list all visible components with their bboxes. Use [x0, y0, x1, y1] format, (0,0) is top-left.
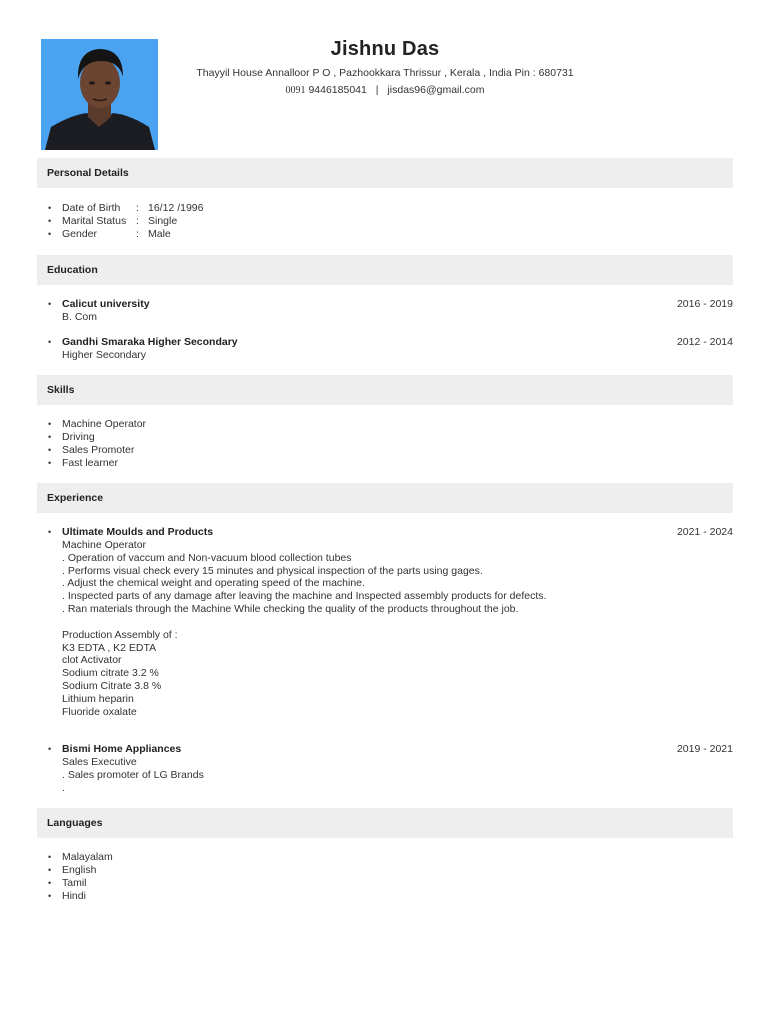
candidate-name: Jishnu Das	[330, 38, 440, 60]
duty-line: . Inspected parts of any damage after leaving the machine and Inspected assembly products for defects.	[62, 590, 547, 603]
education-entry: • Calicut university B. Com 2016 - 2019	[48, 298, 733, 323]
skill-item: • Fast learner	[48, 457, 146, 470]
job-role: Machine Operator	[62, 539, 147, 551]
skill-item: • Machine Operator	[48, 418, 146, 431]
production-line: Sodium citrate 3.2 %	[62, 667, 159, 680]
education-entry: • Gandhi Smaraka Higher Secondary Higher Secondary 2012 - 2014	[48, 336, 733, 361]
duty-line: . Ran materials through the Machine While checking the quality of the products throughout the job.	[62, 602, 519, 615]
degree: B. Com	[62, 311, 98, 323]
production-line: clot Activator	[62, 654, 122, 667]
degree: Higher Secondary	[62, 349, 147, 361]
list-item: • Gender : Male	[48, 228, 203, 241]
experience-years: 2019 - 2021	[676, 743, 733, 755]
production-line: Lithium heparin	[62, 692, 134, 705]
language-item: • Tamil	[48, 877, 113, 890]
job-role: Sales Executive	[62, 756, 137, 768]
personal-details-list	[48, 202, 203, 241]
duty-line: . Operation of vaccum and Non-vacuum blood collection tubes	[62, 551, 352, 564]
production-line: Fluoride oxalate	[62, 705, 137, 718]
phone-number: 9446185041	[308, 84, 367, 96]
section-skills	[37, 375, 733, 405]
duty-line: .	[62, 781, 65, 794]
duty-line: . Performs visual check every 15 minutes and physical inspection of the parts using gages.	[62, 564, 483, 577]
education-years: 2012 - 2014	[676, 336, 733, 348]
experience-entry: • Ultimate Moulds and Products Machine Operator . Operation of vaccum and Non-vacuum blood collection tubes . Performs visual check every 15 minutes and physical inspection of the parts using gages. . Adjust the chemical weight and operating speed of the machine. . Inspected parts of any damage after leaving the machine and Inspected assembly products for defects. . Ran materials through the Machine While checking the quality of the products throughout the job. Production Assembly of : K3 EDTA , K2 EDTA clot Activator Sodium citrate 3.2 % Sodium Citrate 3.8 % Lithium heparin Fluoride oxalate 2021 - 2024	[48, 526, 733, 718]
list-item: • Marital Status : Single	[48, 215, 203, 228]
section-title: Skills	[47, 384, 75, 396]
contact-line	[160, 84, 610, 96]
section-title: Education	[47, 264, 98, 276]
duty-line: . Sales promoter of LG Brands	[62, 768, 204, 781]
section-experience	[37, 483, 733, 513]
production-line: Sodium Citrate 3.8 %	[62, 679, 162, 692]
candidate-address: Thayyil House Annalloor P O , Pazhookkara Thrissur , Kerala , India Pin : 680731	[196, 67, 574, 79]
section-languages	[37, 808, 733, 838]
language-item: • English	[48, 864, 113, 877]
institution-name: Calicut university	[62, 298, 150, 310]
skills-list	[48, 418, 146, 470]
education-years: 2016 - 2019	[676, 298, 733, 310]
section-title: Languages	[47, 817, 103, 829]
phone-country-code: 0091	[285, 85, 306, 96]
duty-line: . Adjust the chemical weight and operating speed of the machine.	[62, 577, 365, 590]
section-education	[37, 255, 733, 285]
section-personal-details	[37, 158, 733, 188]
production-line: Production Assembly of :	[62, 628, 178, 641]
production-line: K3 EDTA , K2 EDTA	[62, 641, 157, 654]
company-name: Bismi Home Appliances	[62, 743, 182, 755]
experience-entry: • Bismi Home Appliances Sales Executive . Sales promoter of LG Brands . 2019 - 2021	[48, 743, 733, 794]
section-title: Experience	[47, 492, 104, 504]
list-item: • Date of Birth : 16/12 /1996	[48, 202, 203, 215]
email-address: jisdas96@gmail.com	[387, 84, 485, 96]
resume-header	[160, 38, 610, 96]
section-title: Personal Details	[47, 167, 129, 179]
languages-list	[48, 851, 113, 903]
contact-separator: |	[375, 84, 379, 96]
language-item: • Hindi	[48, 890, 113, 903]
language-item: • Malayalam	[48, 851, 113, 864]
profile-photo	[41, 39, 158, 150]
skill-item: • Driving	[48, 431, 146, 444]
experience-years: 2021 - 2024	[676, 526, 733, 538]
skill-item: • Sales Promoter	[48, 444, 146, 457]
institution-name: Gandhi Smaraka Higher Secondary	[62, 336, 238, 348]
company-name: Ultimate Moulds and Products	[62, 526, 214, 538]
